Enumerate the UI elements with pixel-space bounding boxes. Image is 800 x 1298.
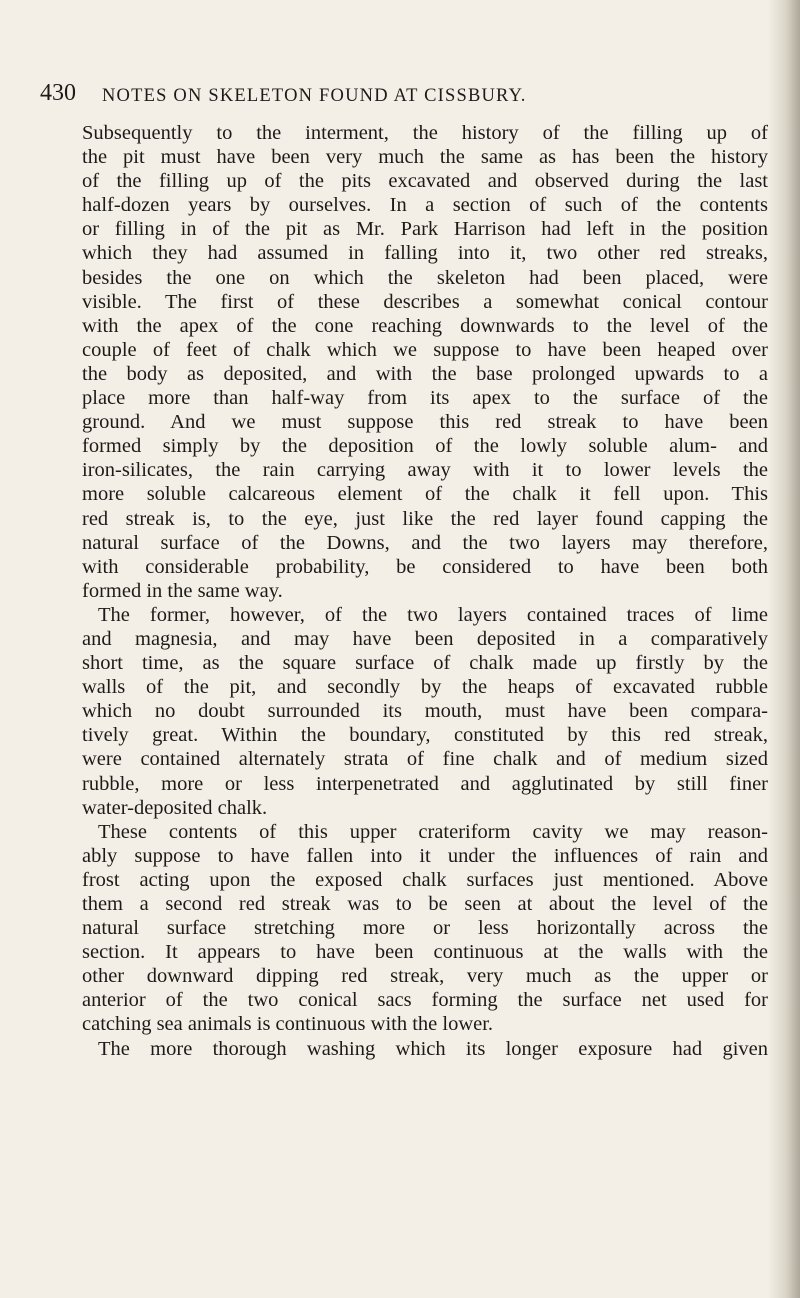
text-line: ably suppose to have fallen into it under the influences of rain and: [82, 844, 768, 867]
text-line: formed in the same way.: [82, 579, 283, 602]
text-line: catching sea animals is continuous with the lower.: [82, 1013, 494, 1036]
text-line: or filling in of the pit as Mr. Park Harrison had left in the position: [82, 218, 768, 241]
text-line: the body as deposited, and with the base prolonged upwards to a: [82, 362, 768, 385]
text-line: natural surface stretching more or less horizontally across the: [82, 917, 768, 940]
text-line: besides the one on which the skeleton had been placed, were: [82, 266, 768, 289]
text-line: rubble, more or less interpenetrated and agglutinated by still finer: [82, 772, 768, 795]
text-line: The more thorough washing which its longer exposure had given: [98, 1037, 768, 1060]
text-line: frost acting upon the exposed chalk surfaces just mentioned. Above: [82, 868, 768, 891]
running-head: NOTES ON SKELETON FOUND AT CISSBURY.: [102, 86, 527, 106]
text-line: Subsequently to the interment, the history of the filling up of: [82, 122, 768, 144]
text-line: red streak is, to the eye, just like the red layer found capping the: [82, 507, 768, 530]
text-line: place more than half-way from its apex to the surface of the: [82, 387, 768, 410]
text-line: natural surface of the Downs, and the two layers may therefore,: [82, 531, 768, 554]
text-line: which they had assumed in falling into it, two other red streaks,: [82, 242, 768, 265]
text-line: short time, as the square surface of chalk made up firstly by the: [82, 652, 768, 675]
text-line: half-dozen years by ourselves. In a section of such of the contents: [82, 194, 768, 217]
page-header: [40, 78, 760, 112]
text-line: The former, however, of the two layers contained traces of lime: [98, 603, 768, 626]
text-line: couple of feet of chalk which we suppose to have been heaped over: [82, 338, 768, 361]
text-line: were contained alternately strata of fine chalk and of medium sized: [82, 748, 768, 771]
text-line: walls of the pit, and secondly by the heaps of excavated rubble: [82, 676, 768, 699]
text-line: ground. And we must suppose this red streak to have been: [82, 411, 768, 434]
page-number: 430: [40, 80, 76, 106]
text-line: them a second red streak was to be seen at about the level of the: [82, 893, 768, 915]
text-line: anterior of the two conical sacs forming the surface net used for: [82, 989, 768, 1012]
text-line: the pit must have been very much the same as has been the history: [82, 146, 768, 169]
text-line: of the filling up of the pits excavated and observed during the last: [82, 170, 768, 193]
text-line: more soluble calcareous element of the chalk it fell upon. This: [82, 483, 768, 506]
text-line: and magnesia, and may have been deposited in a comparatively: [82, 627, 768, 650]
text-line: formed simply by the deposition of the lowly soluble alum- and: [82, 435, 768, 458]
text-line: iron-silicates, the rain carrying away with it to lower levels the: [82, 459, 768, 482]
text-line: section. It appears to have been continuous at the walls with the: [82, 941, 768, 964]
text-line: with considerable probability, be considered to have been both: [82, 555, 768, 578]
text-line: with the apex of the cone reaching downwards to the level of the: [82, 314, 768, 337]
text-line: water-deposited chalk.: [82, 796, 268, 819]
text-line: visible. The first of these describes a somewhat conical contour: [82, 290, 768, 313]
text-line: other downward dipping red streak, very much as the upper or: [82, 965, 768, 988]
text-line: which no doubt surrounded its mouth, must have been compara-: [82, 700, 768, 723]
page-edge-shadow: [768, 0, 800, 1298]
body-text: [82, 121, 768, 1061]
text-line: tively great. Within the boundary, constituted by this red streak,: [82, 724, 768, 747]
text-line: These contents of this upper crateriform cavity we may reason-: [98, 820, 768, 843]
